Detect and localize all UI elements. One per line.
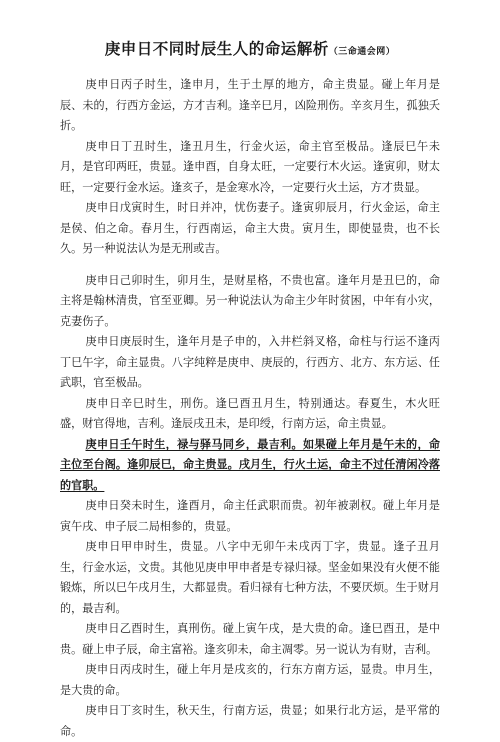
title-text: 庚申日不同时辰生人的命运解析 — [104, 40, 329, 58]
paragraph-renwu: 庚申日壬午时生，禄与驿马同乡，最吉利。如果碰上年月是午未的，命主位至台阁。逢卯辰巳，命主贵显。戌月生，行火土运，命主不过任清闲冷落的官职。 — [60, 437, 440, 492]
title-source: （三命通会网） — [328, 47, 396, 57]
paragraph-dinghai: 庚申日丁亥时生，秋天生，行南方运，贵显；如果行北方运，是平常的命。 — [60, 704, 440, 738]
paragraph-dingchou: 庚申日丁丑时生，逢丑月生，行金火运，命主官至极品。逢辰巳午未月，是官印两旺，贵显。逢申酉，自身太旺，一定要行木火运。逢寅卯，财太旺，一定要行金水运。逢亥子，是金寒水冷，一定要行火土运，方才贵显。 — [60, 139, 440, 194]
paragraph-bingxu: 庚申日丙戌时生，碰上年月是戌亥的，行东方南方运，显贵。申月生，是大贵的命。 — [60, 663, 440, 697]
paragraph-jiashen: 庚申日甲申时生，贵显。八字中无卯午未戌丙丁字，贵显。逢子丑月生，行金水运，文贵。其他见庚申甲申者是专禄归禄。坚金如果没有火便不能锻炼，所以巳午戌月生，大都显贵。看归禄有七种方法，不要厌烦。生于财月的，最吉利。 — [60, 540, 440, 615]
paragraph-bingzi: 庚申日丙子时生，逢申月，生于土厚的地方，命主贵显。碰上年月是辰、未的，行西方金运，方才吉利。逢辛巳月，凶险刑伤。辛亥月生，孤独夭折。 — [60, 78, 440, 132]
document-title — [0, 37, 500, 59]
paragraph-xinsi: 庚申日辛巳时生，刑伤。逢巳酉丑月生，特别通达。春夏生，木火旺盛，财官得地，吉利。逢辰戌丑未，是印绶，行南方运，命主贵显。 — [60, 396, 440, 430]
paragraph-jimao: 庚申日己卯时生，卯月生，是财星格，不贵也富。逢年月是丑巳的，命主将是翰林清贵，官至亚卿。另一种说法认为命主少年时贫困，中年有小灾，克妻伤子。 — [60, 273, 440, 328]
paragraph-wuyin: 庚申日戊寅时生，时日并冲，忧伤妻子。逢寅卯辰月，行火金运，命主是侯、伯之命。春月生，行西南运，命主大贵。寅月生，即使显贵，也不长久。另一种说法认为是无刑或吉。 — [60, 201, 440, 255]
paragraph-yiyou: 庚申日乙酉时生，真刑伤。碰上寅午戌，是大贵的命。逢巳酉丑，是中贵。碰上申子辰，命主富裕。逢亥卯未，命主凋零。另一说认为有财，吉利。 — [60, 622, 440, 656]
paragraph-guiwei: 庚申日癸未时生，逢酉月，命主任武职而贵。初年被剥权。碰上年月是寅午戌、申子辰二局相参的，贵显。 — [60, 499, 440, 533]
document-body — [60, 75, 440, 742]
paragraph-gengchen: 庚申日庚辰时生，逢年月是子申的，入井栏斜叉格，命柱与行运不逢丙丁巳午字，命主显贵。八字纯粹是庚申、庚辰的，行西方、北方、东方运、任武职，官至极品。 — [60, 335, 440, 389]
